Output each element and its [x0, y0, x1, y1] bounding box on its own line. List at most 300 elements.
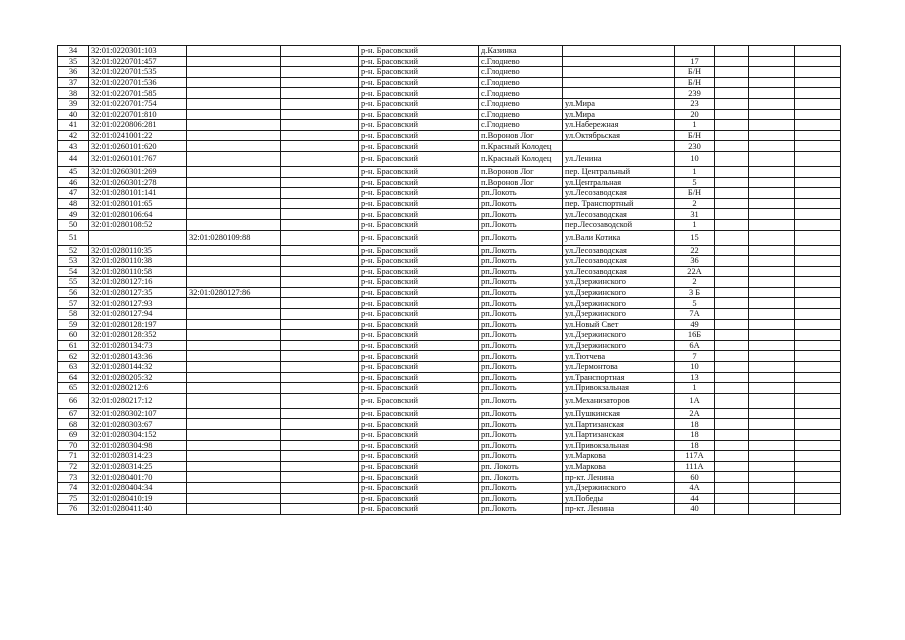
empty-cell: [749, 393, 795, 408]
district-cell: р-н. Брасовский: [359, 408, 479, 419]
table-row: [58, 266, 841, 277]
locality-cell: рп.Локоть: [479, 319, 563, 330]
empty-cell: [281, 362, 359, 373]
cadastral-number-cell: 32:01:0280101:65: [89, 198, 187, 209]
empty-cell: [795, 67, 841, 78]
table-row: [58, 309, 841, 320]
empty-cell: [795, 482, 841, 493]
locality-cell: рп.Локоть: [479, 287, 563, 298]
locality-cell: рп.Локоть: [479, 383, 563, 394]
house-number-cell: 18: [675, 430, 715, 441]
empty-cell: [749, 482, 795, 493]
empty-cell: [795, 166, 841, 177]
empty-cell: [715, 440, 749, 451]
empty-cell: [281, 188, 359, 199]
row-number-cell: 51: [58, 230, 89, 245]
street-cell: ул.Дзержинского: [563, 340, 675, 351]
empty-cell: [715, 109, 749, 120]
empty-cell: [281, 408, 359, 419]
empty-cell: [749, 209, 795, 220]
cadastral-number-cell: 32:01:0260101:620: [89, 141, 187, 152]
locality-cell: рп. Локоть: [479, 472, 563, 483]
empty-cell: [281, 177, 359, 188]
empty-cell: [281, 340, 359, 351]
empty-cell: [795, 451, 841, 462]
table-row: [58, 383, 841, 394]
empty-cell: [749, 383, 795, 394]
street-cell: ул.Партизанская: [563, 430, 675, 441]
row-number-cell: 62: [58, 351, 89, 362]
empty-cell: [795, 461, 841, 472]
cadastral-number-cell: 32:01:0280108:52: [89, 219, 187, 230]
building-cadastral-number-cell: [187, 372, 281, 383]
row-number-cell: 67: [58, 408, 89, 419]
empty-cell: [795, 109, 841, 120]
empty-cell: [715, 188, 749, 199]
empty-cell: [281, 98, 359, 109]
building-cadastral-number-cell: [187, 177, 281, 188]
district-cell: р-н. Брасовский: [359, 256, 479, 267]
empty-cell: [749, 372, 795, 383]
table-row: [58, 130, 841, 141]
cadastral-number-cell: [89, 230, 187, 245]
cadastral-number-cell: 32:01:0260101:767: [89, 151, 187, 166]
locality-cell: рп.Локоть: [479, 482, 563, 493]
street-cell: ул.Лесозаводская: [563, 266, 675, 277]
empty-cell: [795, 277, 841, 288]
empty-cell: [749, 109, 795, 120]
empty-cell: [749, 141, 795, 152]
cadastral-number-cell: 32:01:0280302:107: [89, 408, 187, 419]
street-cell: ул.Механизаторов: [563, 393, 675, 408]
locality-cell: рп.Локоть: [479, 198, 563, 209]
empty-cell: [795, 430, 841, 441]
building-cadastral-number-cell: [187, 88, 281, 99]
empty-cell: [281, 383, 359, 394]
cadastral-number-cell: 32:01:0280106:64: [89, 209, 187, 220]
locality-cell: рп.Локоть: [479, 504, 563, 515]
building-cadastral-number-cell: [187, 408, 281, 419]
row-number-cell: 59: [58, 319, 89, 330]
cadastral-number-cell: 32:01:0220701:457: [89, 56, 187, 67]
row-number-cell: 46: [58, 177, 89, 188]
district-cell: р-н. Брасовский: [359, 141, 479, 152]
row-number-cell: 35: [58, 56, 89, 67]
street-cell: ул.Ленина: [563, 151, 675, 166]
empty-cell: [281, 351, 359, 362]
locality-cell: с.Глодневo: [479, 56, 563, 67]
locality-cell: рп.Локоть: [479, 451, 563, 462]
street-cell: ул.Дзержинского: [563, 277, 675, 288]
empty-cell: [715, 120, 749, 131]
district-cell: р-н. Брасовский: [359, 319, 479, 330]
empty-cell: [749, 319, 795, 330]
district-cell: р-н. Брасовский: [359, 461, 479, 472]
street-cell: ул.Победы: [563, 493, 675, 504]
empty-cell: [281, 256, 359, 267]
table-row: [58, 482, 841, 493]
empty-cell: [795, 88, 841, 99]
row-number-cell: 70: [58, 440, 89, 451]
empty-cell: [715, 309, 749, 320]
empty-cell: [281, 219, 359, 230]
empty-cell: [715, 130, 749, 141]
empty-cell: [281, 451, 359, 462]
empty-cell: [715, 230, 749, 245]
empty-cell: [715, 340, 749, 351]
table-row: [58, 298, 841, 309]
district-cell: р-н. Брасовский: [359, 109, 479, 120]
cadastral-number-cell: 32:01:0280144:32: [89, 362, 187, 373]
empty-cell: [281, 504, 359, 515]
empty-cell: [795, 56, 841, 67]
house-number-cell: 230: [675, 141, 715, 152]
locality-cell: рп.Локоть: [479, 188, 563, 199]
street-cell: ул.Дзержинского: [563, 287, 675, 298]
empty-cell: [281, 166, 359, 177]
empty-cell: [749, 77, 795, 88]
locality-cell: рп.Локоть: [479, 230, 563, 245]
row-number-cell: 75: [58, 493, 89, 504]
street-cell: ул.Октябрьская: [563, 130, 675, 141]
locality-cell: рп.Локоть: [479, 493, 563, 504]
empty-cell: [749, 151, 795, 166]
house-number-cell: 5: [675, 177, 715, 188]
empty-cell: [749, 88, 795, 99]
district-cell: р-н. Брасовский: [359, 245, 479, 256]
empty-cell: [795, 266, 841, 277]
house-number-cell: 22А: [675, 266, 715, 277]
empty-cell: [281, 287, 359, 298]
street-cell: ул.Лесозаводская: [563, 188, 675, 199]
district-cell: р-н. Брасовский: [359, 177, 479, 188]
empty-cell: [749, 130, 795, 141]
cadastral-number-cell: 32:01:0280411:40: [89, 504, 187, 515]
empty-cell: [795, 130, 841, 141]
table-row: [58, 419, 841, 430]
cadastral-number-cell: 32:01:0280404:34: [89, 482, 187, 493]
empty-cell: [715, 472, 749, 483]
table-row: [58, 198, 841, 209]
empty-cell: [795, 177, 841, 188]
empty-cell: [281, 77, 359, 88]
empty-cell: [749, 408, 795, 419]
street-cell: ул.Пушкинская: [563, 408, 675, 419]
cadastral-number-cell: 32:01:0260301:278: [89, 177, 187, 188]
table-row: [58, 56, 841, 67]
empty-cell: [281, 56, 359, 67]
locality-cell: с.Глоднево: [479, 120, 563, 131]
empty-cell: [749, 230, 795, 245]
empty-cell: [715, 219, 749, 230]
cadastral-number-cell: 32:01:0220701:754: [89, 98, 187, 109]
locality-cell: с.Глоднево: [479, 98, 563, 109]
locality-cell: рп.Локоть: [479, 209, 563, 220]
house-number-cell: 18: [675, 440, 715, 451]
cadastral-number-cell: 32:01:0220806:281: [89, 120, 187, 131]
empty-cell: [715, 98, 749, 109]
district-cell: р-н. Брасовский: [359, 88, 479, 99]
table-row: [58, 141, 841, 152]
locality-cell: рп.Локоть: [479, 298, 563, 309]
empty-cell: [715, 430, 749, 441]
empty-cell: [795, 298, 841, 309]
street-cell: ул.Дзержинского: [563, 298, 675, 309]
table-row: [58, 256, 841, 267]
house-number-cell: 17: [675, 56, 715, 67]
empty-cell: [715, 393, 749, 408]
district-cell: р-н. Брасовский: [359, 166, 479, 177]
building-cadastral-number-cell: [187, 277, 281, 288]
empty-cell: [281, 67, 359, 78]
district-cell: р-н. Брасовский: [359, 287, 479, 298]
cadastral-number-cell: 32:01:0280304:98: [89, 440, 187, 451]
cadastral-number-cell: 32:01:0280217:12: [89, 393, 187, 408]
row-number-cell: 39: [58, 98, 89, 109]
locality-cell: рп.Локоть: [479, 430, 563, 441]
cadastral-number-cell: 32:01:0280110:35: [89, 245, 187, 256]
street-cell: ул.Вали Котика: [563, 230, 675, 245]
empty-cell: [715, 77, 749, 88]
cadastral-number-cell: 32:01:0280127:94: [89, 309, 187, 320]
building-cadastral-number-cell: [187, 266, 281, 277]
house-number-cell: 117А: [675, 451, 715, 462]
table-row: [58, 372, 841, 383]
table-row: [58, 493, 841, 504]
street-cell: ул.Дзержинского: [563, 482, 675, 493]
empty-cell: [715, 277, 749, 288]
empty-cell: [715, 362, 749, 373]
street-cell: [563, 46, 675, 57]
empty-cell: [281, 151, 359, 166]
cadastral-number-cell: 32:01:0280410:19: [89, 493, 187, 504]
empty-cell: [795, 46, 841, 57]
empty-cell: [715, 482, 749, 493]
street-cell: ул.Лесозаводская: [563, 245, 675, 256]
district-cell: р-н. Брасовский: [359, 67, 479, 78]
row-number-cell: 54: [58, 266, 89, 277]
row-number-cell: 53: [58, 256, 89, 267]
empty-cell: [749, 120, 795, 131]
empty-cell: [795, 419, 841, 430]
empty-cell: [281, 482, 359, 493]
empty-cell: [715, 141, 749, 152]
empty-cell: [281, 120, 359, 131]
empty-cell: [749, 256, 795, 267]
cadastral-number-cell: 32:01:0220701:536: [89, 77, 187, 88]
row-number-cell: 38: [58, 88, 89, 99]
table-body: [58, 46, 841, 515]
empty-cell: [715, 419, 749, 430]
table-row: [58, 46, 841, 57]
street-cell: ул.Тютчева: [563, 351, 675, 362]
building-cadastral-number-cell: [187, 482, 281, 493]
locality-cell: рп.Локоть: [479, 372, 563, 383]
empty-cell: [795, 188, 841, 199]
empty-cell: [281, 372, 359, 383]
building-cadastral-number-cell: [187, 298, 281, 309]
empty-cell: [795, 209, 841, 220]
empty-cell: [715, 319, 749, 330]
street-cell: ул.Дзержинского: [563, 330, 675, 341]
building-cadastral-number-cell: 32:01:0280109:88: [187, 230, 281, 245]
row-number-cell: 57: [58, 298, 89, 309]
street-cell: ул.Новый Свет: [563, 319, 675, 330]
locality-cell: рп.Локоть: [479, 419, 563, 430]
house-number-cell: 13: [675, 372, 715, 383]
district-cell: р-н. Брасовский: [359, 209, 479, 220]
house-number-cell: 1: [675, 120, 715, 131]
locality-cell: рп.Локоть: [479, 330, 563, 341]
district-cell: р-н. Брасовский: [359, 330, 479, 341]
house-number-cell: 22: [675, 245, 715, 256]
empty-cell: [795, 351, 841, 362]
empty-cell: [281, 472, 359, 483]
building-cadastral-number-cell: [187, 209, 281, 220]
street-cell: пер. Транспортный: [563, 198, 675, 209]
empty-cell: [795, 408, 841, 419]
empty-cell: [281, 309, 359, 320]
locality-cell: с.Глоднево: [479, 109, 563, 120]
empty-cell: [795, 362, 841, 373]
locality-cell: рп.Локоть: [479, 309, 563, 320]
locality-cell: п.Красный Колодец: [479, 151, 563, 166]
house-number-cell: 1А: [675, 393, 715, 408]
house-number-cell: 10: [675, 151, 715, 166]
empty-cell: [795, 287, 841, 298]
locality-cell: с.Глоднево: [479, 88, 563, 99]
house-number-cell: 49: [675, 319, 715, 330]
empty-cell: [795, 493, 841, 504]
house-number-cell: 2: [675, 198, 715, 209]
street-cell: [563, 77, 675, 88]
empty-cell: [715, 298, 749, 309]
empty-cell: [281, 330, 359, 341]
building-cadastral-number-cell: [187, 319, 281, 330]
empty-cell: [795, 440, 841, 451]
empty-cell: [749, 245, 795, 256]
district-cell: р-н. Брасовский: [359, 230, 479, 245]
house-number-cell: 40: [675, 504, 715, 515]
district-cell: р-н. Брасовский: [359, 440, 479, 451]
empty-cell: [715, 461, 749, 472]
street-cell: ул.Маркова: [563, 451, 675, 462]
table-row: [58, 461, 841, 472]
table-row: [58, 287, 841, 298]
district-cell: р-н. Брасовский: [359, 472, 479, 483]
locality-cell: рп.Локоть: [479, 340, 563, 351]
street-cell: ул.Партизанская: [563, 419, 675, 430]
locality-cell: п.Воронов Лог: [479, 177, 563, 188]
cadastral-number-cell: 32:01:0280101:141: [89, 188, 187, 199]
row-number-cell: 50: [58, 219, 89, 230]
locality-cell: п.Красный Колодец: [479, 141, 563, 152]
building-cadastral-number-cell: [187, 430, 281, 441]
empty-cell: [715, 67, 749, 78]
row-number-cell: 73: [58, 472, 89, 483]
building-cadastral-number-cell: [187, 151, 281, 166]
building-cadastral-number-cell: [187, 383, 281, 394]
building-cadastral-number-cell: [187, 130, 281, 141]
house-number-cell: 6А: [675, 340, 715, 351]
cadastral-number-cell: 32:01:0280314:23: [89, 451, 187, 462]
table-row: [58, 340, 841, 351]
empty-cell: [715, 372, 749, 383]
empty-cell: [749, 219, 795, 230]
house-number-cell: 111А: [675, 461, 715, 472]
empty-cell: [281, 230, 359, 245]
empty-cell: [749, 188, 795, 199]
table-row: [58, 393, 841, 408]
district-cell: р-н. Брасовский: [359, 351, 479, 362]
row-number-cell: 76: [58, 504, 89, 515]
locality-cell: с.Глодневo: [479, 67, 563, 78]
house-number-cell: 2А: [675, 408, 715, 419]
empty-cell: [749, 430, 795, 441]
empty-cell: [749, 198, 795, 209]
district-cell: р-н. Брасовский: [359, 219, 479, 230]
table-row: [58, 188, 841, 199]
empty-cell: [281, 46, 359, 57]
empty-cell: [281, 298, 359, 309]
house-number-cell: 16Б: [675, 330, 715, 341]
district-cell: р-н. Брасовский: [359, 266, 479, 277]
empty-cell: [749, 287, 795, 298]
empty-cell: [749, 330, 795, 341]
street-cell: [563, 88, 675, 99]
empty-cell: [281, 198, 359, 209]
house-number-cell: 7А: [675, 309, 715, 320]
cadastral-number-cell: 32:01:0280127:16: [89, 277, 187, 288]
building-cadastral-number-cell: [187, 219, 281, 230]
district-cell: р-н. Брасовский: [359, 46, 479, 57]
district-cell: р-н. Брасовский: [359, 362, 479, 373]
table-row: [58, 440, 841, 451]
row-number-cell: 42: [58, 130, 89, 141]
locality-cell: п.Воронов Лог: [479, 130, 563, 141]
locality-cell: рп.Локоть: [479, 351, 563, 362]
empty-cell: [715, 408, 749, 419]
building-cadastral-number-cell: [187, 77, 281, 88]
district-cell: р-н. Брасовский: [359, 298, 479, 309]
empty-cell: [281, 141, 359, 152]
district-cell: р-н. Брасовский: [359, 198, 479, 209]
empty-cell: [749, 504, 795, 515]
table-row: [58, 451, 841, 462]
table-row: [58, 351, 841, 362]
house-number-cell: 2: [675, 277, 715, 288]
district-cell: р-н. Брасовский: [359, 430, 479, 441]
district-cell: р-н. Брасовский: [359, 98, 479, 109]
empty-cell: [749, 351, 795, 362]
building-cadastral-number-cell: [187, 141, 281, 152]
row-number-cell: 56: [58, 287, 89, 298]
table-row: [58, 430, 841, 441]
row-number-cell: 64: [58, 372, 89, 383]
cadastral-number-cell: 32:01:0280303:67: [89, 419, 187, 430]
house-number-cell: Б/Н: [675, 77, 715, 88]
house-number-cell: 3 Б: [675, 287, 715, 298]
empty-cell: [795, 77, 841, 88]
cadastral-number-cell: 32:01:0280314:25: [89, 461, 187, 472]
table-row: [58, 330, 841, 341]
empty-cell: [281, 419, 359, 430]
street-cell: ул.Маркова: [563, 461, 675, 472]
cadastral-number-cell: 32:01:0280134:73: [89, 340, 187, 351]
street-cell: ул.Мира: [563, 98, 675, 109]
locality-cell: п.Воронов Лог: [479, 166, 563, 177]
cadastral-number-cell: 32:01:0280110:38: [89, 256, 187, 267]
